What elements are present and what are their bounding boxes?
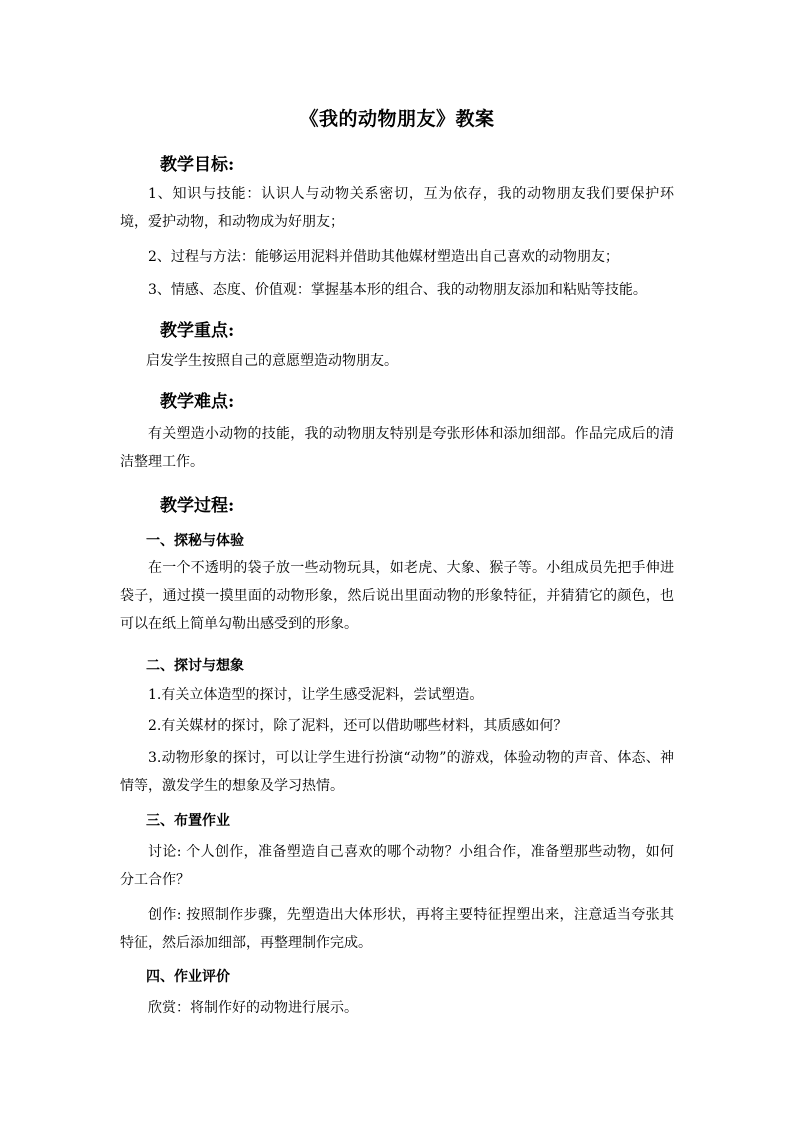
section-2-paragraph-3: 3.动物形象的探讨，可以让学生进行扮演“动物”的游戏，体验动物的声音、体态、神情等，激发学生的想象及学习热情。 bbox=[120, 750, 674, 794]
objectives-heading: 教学目标: bbox=[160, 155, 235, 175]
section-4-paragraph: 欣赏：将制作好的动物进行展示。 bbox=[148, 1000, 358, 1016]
objective-item-1: 1、知识与技能：认识人与动物关系密切，互为依存，我的动物朋友我们要保护环境，爱护动物，和动物成为好朋友； bbox=[120, 186, 674, 230]
key-points-text: 启发学生按照自己的意愿塑造动物朋友。 bbox=[146, 353, 398, 369]
section-4-heading: 四、作业评价 bbox=[146, 969, 230, 985]
key-points-heading: 教学重点: bbox=[160, 321, 235, 341]
section-1-heading: 一、探秘与体验 bbox=[146, 533, 244, 549]
section-3-paragraph-2: 创作: 按照制作步骤，先塑造出大体形状，再将主要特征捏塑出来，注意适当夸张其特征，然后添加细部，再整理制作完成。 bbox=[120, 907, 674, 951]
section-1-paragraph: 在一个不透明的袋子放一些动物玩具，如老虎、大象、猴子等。小组成员先把手伸进袋子，通过摸一摸里面的动物形象，然后说出里面动物的形象特征，并猜猜它的颜色，也可以在纸上简单勾勒出感受到的形象。 bbox=[120, 560, 674, 632]
objective-item-2: 2、过程与方法：能够运用泥料并借助其他媒材塑造出自己喜欢的动物朋友； bbox=[148, 249, 619, 265]
process-heading: 教学过程: bbox=[160, 496, 235, 516]
objective-item-3: 3、情感、态度、价值观：掌握基本形的组合、我的动物朋友添加和粘贴等技能。 bbox=[148, 282, 647, 298]
section-3-heading: 三、布置作业 bbox=[146, 813, 230, 829]
section-3-paragraph-1: 讨论: 个人创作，准备塑造自己喜欢的哪个动物？小组合作，准备塑那些动物，如何分工合作？ bbox=[120, 844, 674, 888]
document-title: 《我的动物朋友》教案 bbox=[299, 108, 495, 130]
difficulties-heading: 教学难点: bbox=[160, 392, 235, 412]
section-2-paragraph-2: 2.有关媒材的探讨，除了泥料，还可以借助哪些材料，其质感如何？ bbox=[148, 718, 568, 734]
difficulties-text: 有关塑造小动物的技能，我的动物朋友特别是夸张形体和添加细部。作品完成后的清洁整理工作。 bbox=[120, 426, 674, 470]
section-2-heading: 二、探讨与想象 bbox=[146, 658, 244, 674]
section-2-paragraph-1: 1.有关立体造型的探讨，让学生感受泥料，尝试塑造。 bbox=[148, 687, 484, 703]
